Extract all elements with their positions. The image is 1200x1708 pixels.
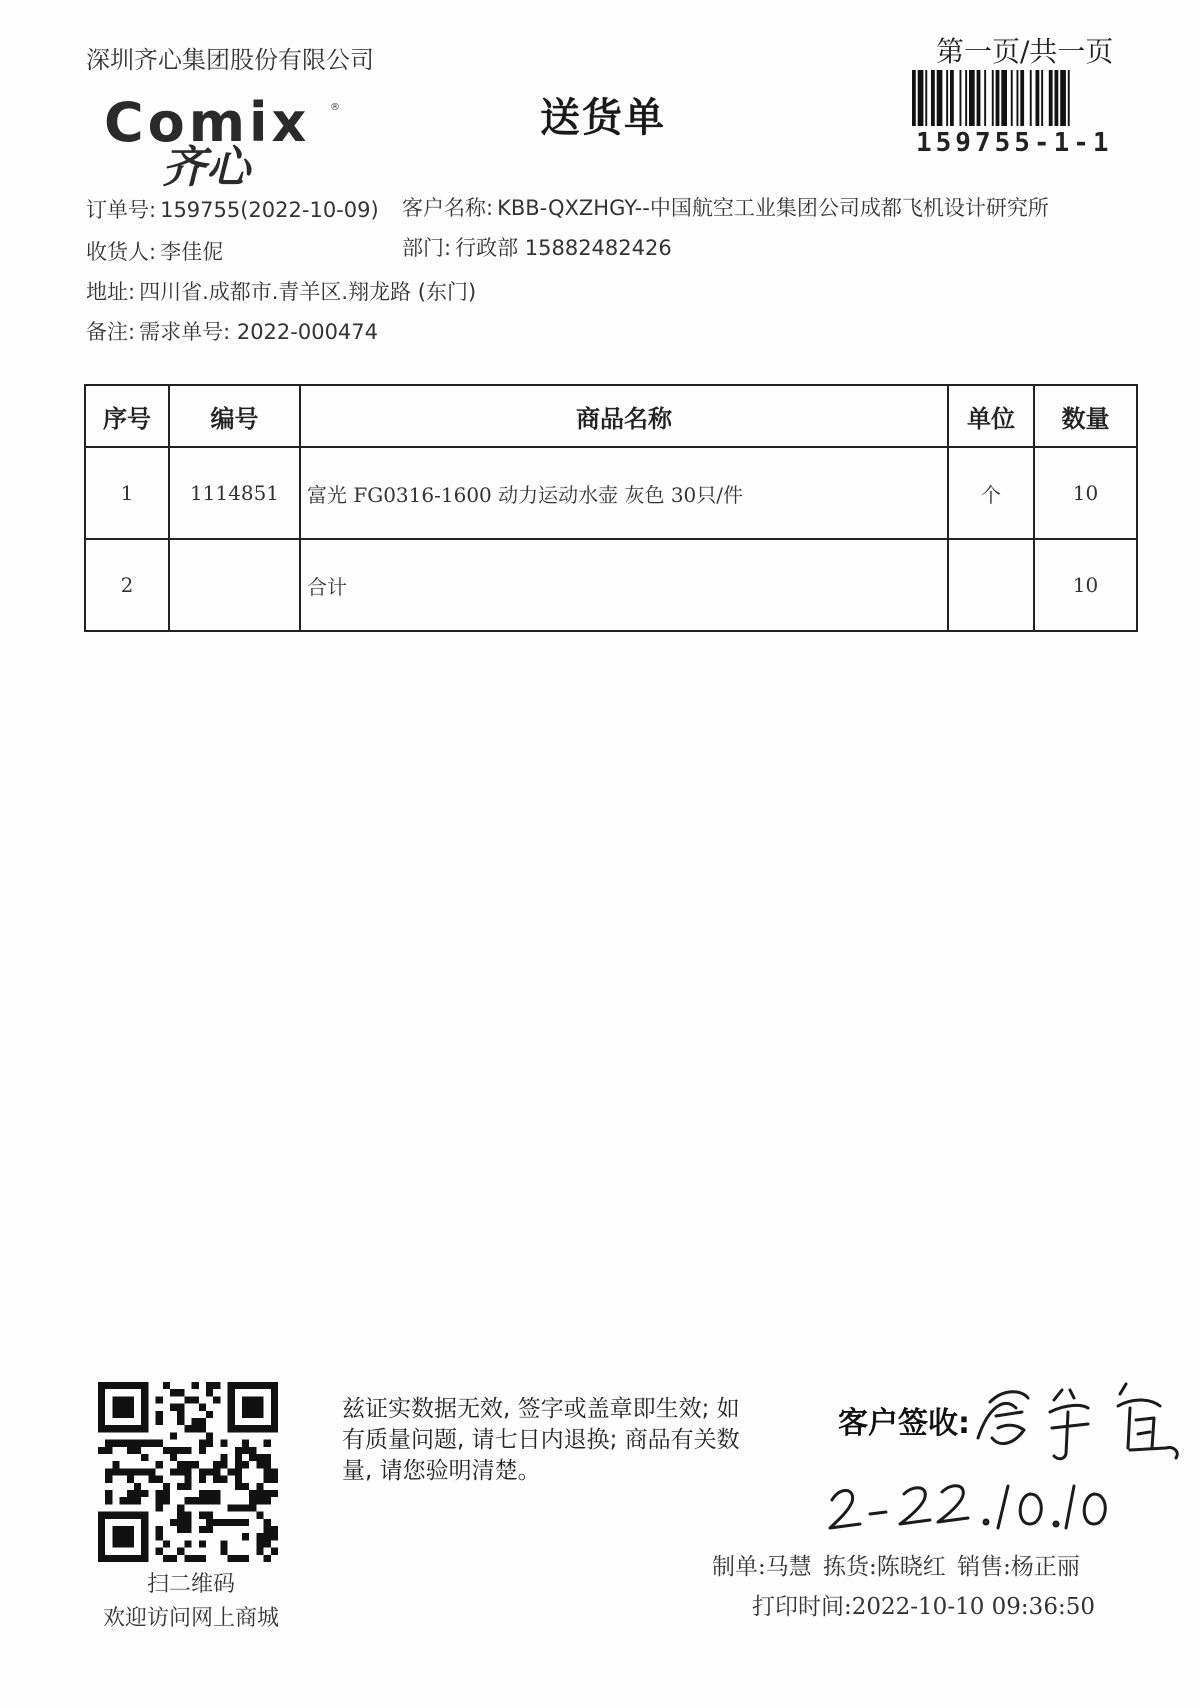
department-value: 行政部 15882482426 — [455, 236, 672, 260]
items-table — [84, 384, 1138, 632]
cell-quantity: 10 — [1034, 447, 1137, 539]
order-number — [86, 194, 379, 224]
address-label: 地址: — [86, 280, 136, 304]
cell-unit — [948, 539, 1034, 631]
signature-date — [826, 1472, 1126, 1542]
consignee-value: 李佳伲 — [160, 240, 224, 264]
table-row — [85, 447, 1137, 539]
cell-product-name: 富光 FG0316-1600 动力运动水壶 灰色 30只/件 — [300, 447, 948, 539]
remark-value: 需求单号: 2022-000474 — [139, 320, 379, 344]
header-quantity: 数量 — [1034, 385, 1137, 447]
qr-caption-line-1: 扫二维码 — [146, 1572, 235, 1597]
cell-seq: 2 — [85, 539, 169, 631]
logo-text-cn: 齐心 — [162, 142, 250, 193]
customer-name-label: 客户名称: — [402, 196, 494, 220]
qr-caption-line-2: 欢迎访问网上商城 — [102, 1606, 279, 1631]
cell-code: 1114851 — [169, 447, 300, 539]
page-indicator: 第一页/共一页 — [936, 35, 1114, 68]
logo-text-en: Comix — [104, 91, 311, 154]
address-value: 四川省.成都市.青羊区.翔龙路 (东门) — [139, 280, 477, 304]
registered-mark-icon: ® — [330, 102, 340, 113]
header-product-name: 商品名称 — [300, 385, 948, 447]
cell-seq: 1 — [85, 447, 169, 539]
customer-signature — [970, 1368, 1190, 1464]
table-header-row — [85, 385, 1137, 447]
table-row — [85, 539, 1137, 631]
remark-label: 备注: — [86, 320, 136, 344]
header-unit: 单位 — [948, 385, 1034, 447]
order-number-label: 订单号: — [86, 198, 157, 222]
customer-name-value: KBB-QXZHGY--中国航空工业集团公司成都飞机设计研究所 — [497, 196, 1049, 220]
header-seq: 序号 — [85, 385, 169, 447]
address — [86, 276, 476, 306]
customer-name — [402, 192, 1049, 222]
header-code: 编号 — [169, 385, 300, 447]
qr-code — [98, 1382, 278, 1562]
cell-quantity: 10 — [1034, 539, 1137, 631]
department — [402, 232, 672, 262]
cell-code — [169, 539, 300, 631]
consignee — [86, 236, 223, 266]
qr-caption — [86, 1568, 296, 1636]
print-time: 打印时间:2022-10-10 09:36:50 — [752, 1594, 1095, 1620]
notice-text: 兹证实数据无效, 签字或盖章即生效; 如有质量问题, 请七日内退换; 商品有关数量, 请您验明清楚。 — [342, 1396, 740, 1484]
cell-product-name: 合计 — [300, 539, 948, 631]
barcode — [912, 70, 1126, 126]
order-number-value: 159755(2022-10-09) — [160, 198, 379, 222]
consignee-label: 收货人: — [86, 240, 157, 264]
department-label: 部门: — [402, 236, 452, 260]
staff-info: 制单:马慧 拣货:陈晓红 销售:杨正丽 — [712, 1554, 1080, 1580]
customer-signature-label: 客户签收: — [838, 1406, 970, 1441]
comix-logo — [104, 91, 344, 193]
remark — [86, 316, 378, 346]
document-title: 送货单 — [540, 95, 666, 141]
cell-unit: 个 — [948, 447, 1034, 539]
company-name: 深圳齐心集团股份有限公司 — [86, 46, 374, 74]
barcode-number: 159755-1-1 — [916, 128, 1113, 158]
